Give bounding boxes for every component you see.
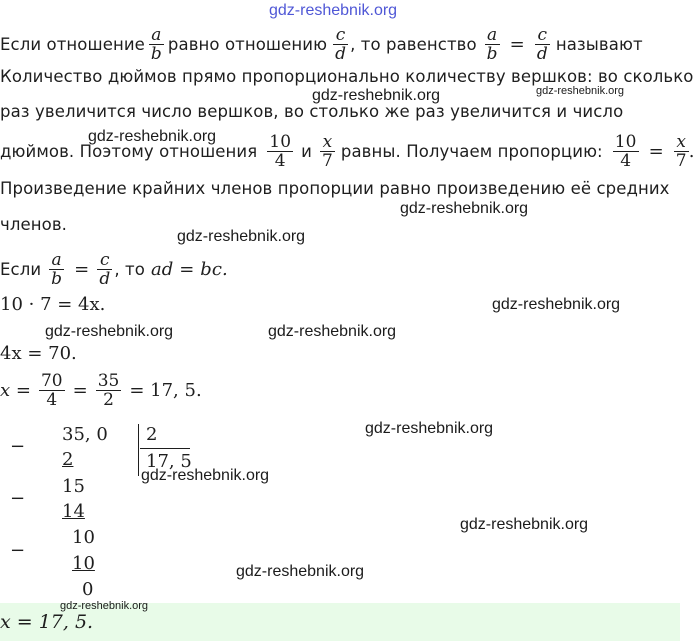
final-answer: x = 17, 5. (0, 611, 94, 633)
watermark: gdz-reshebnik.org (177, 228, 306, 245)
fraction-a-b (49, 251, 64, 288)
equation-rhs: = 17, 5. (129, 379, 202, 401)
proportion-line (0, 126, 695, 176)
product-rule: ad = bc. (150, 258, 228, 280)
text-fragment: дюймов. Поэтому отношения (0, 141, 258, 161)
numerator: a (151, 24, 162, 45)
remainder: 15 (62, 476, 85, 497)
watermark: gdz-reshebnik.org (269, 2, 398, 19)
division-bracket (138, 424, 139, 476)
fraction-10-4 (267, 133, 293, 170)
paragraph-line: Произведение крайних членов пропорции равно произведению её средних (0, 179, 670, 198)
paragraph-line: раз увеличится число вершков, во столько же раз увеличится и число (0, 102, 624, 121)
subtrahend: 10 (72, 553, 95, 574)
numerator: c (335, 24, 346, 45)
equals-sign: = (74, 258, 90, 280)
denominator: 7 (675, 150, 687, 171)
numerator: 70 (40, 370, 63, 391)
paragraph-line: Количество дюймов прямо пропорционально количеству вершков: во сколько (0, 67, 694, 86)
denominator: b (150, 43, 162, 64)
equals-sign: = (72, 379, 88, 401)
denominator: 4 (46, 389, 58, 410)
subtrahend: 2 (62, 449, 74, 470)
numerator: c (537, 24, 548, 45)
text-fragment: называют (555, 34, 643, 54)
fraction-c-d (333, 26, 348, 63)
denominator: b (486, 43, 498, 64)
numerator: a (51, 249, 62, 270)
watermark: gdz-reshebnik.org (141, 467, 270, 484)
numerator: x (322, 131, 333, 152)
denominator: 7 (321, 150, 333, 171)
watermark: gdz-reshebnik.org (312, 87, 441, 104)
dividend: 35, 0 (62, 424, 108, 445)
minus-sign: − (10, 488, 26, 509)
fraction-a-b (149, 26, 164, 63)
text-fragment: , то (114, 259, 145, 279)
denominator: 4 (274, 150, 286, 171)
watermark: gdz-reshebnik.org (268, 323, 397, 340)
remainder: 0 (82, 579, 94, 600)
fraction-c-d (535, 26, 550, 63)
equation-lhs: x = (0, 379, 31, 401)
text-fragment: и (301, 141, 312, 161)
denominator: 2 (103, 389, 114, 410)
fraction-x-7 (320, 133, 335, 170)
watermark: gdz-reshebnik.org (365, 420, 494, 437)
divisor: 2 (146, 424, 158, 445)
period: . (688, 140, 695, 162)
denominator: d (536, 43, 548, 64)
denominator: d (99, 268, 111, 289)
watermark: gdz-reshebnik.org (492, 296, 621, 313)
watermark: gdz-reshebnik.org (88, 128, 217, 145)
minus-sign: − (10, 436, 26, 457)
paragraph-line: членов. (0, 215, 67, 234)
equals-sign: = (648, 140, 664, 162)
numerator: 10 (269, 131, 292, 152)
fraction-10-4 (613, 133, 639, 170)
watermark: gdz-reshebnik.org (400, 200, 529, 217)
property-line (0, 244, 228, 294)
denominator: d (335, 43, 347, 64)
fraction-x-7 (674, 133, 689, 170)
text-fragment: Если отношение (0, 34, 145, 54)
equation-step: 10 · 7 = 4x. (0, 294, 106, 315)
quotient-line (140, 448, 190, 449)
remainder: 10 (72, 527, 95, 548)
denominator: b (51, 268, 63, 289)
numerator: x (676, 131, 687, 152)
numerator: 35 (97, 370, 120, 391)
quotient: 17, 5 (146, 451, 192, 472)
watermark: gdz-reshebnik.org (45, 323, 174, 340)
text-fragment: , то равенство (350, 34, 477, 54)
watermark: gdz-reshebnik.org (236, 563, 365, 580)
equals-sign: = (509, 33, 525, 55)
fraction-c-d (97, 251, 112, 288)
division-equation (0, 364, 202, 416)
watermark: gdz-reshebnik.org (536, 85, 625, 97)
definition-line (0, 20, 643, 68)
fraction-a-b (485, 26, 500, 63)
text-fragment: равны. Получаем пропорцию: (340, 141, 603, 161)
equation-step: 4x = 70. (0, 343, 77, 364)
numerator: 10 (614, 131, 637, 152)
fraction-35-2 (96, 372, 122, 409)
fraction-70-4 (39, 372, 65, 409)
minus-sign: − (10, 540, 26, 561)
watermark: gdz-reshebnik.org (460, 516, 589, 533)
watermark: gdz-reshebnik.org (60, 600, 149, 612)
numerator: c (100, 249, 110, 270)
text-fragment: Если (0, 259, 42, 279)
numerator: a (487, 24, 498, 45)
denominator: 4 (620, 150, 632, 171)
subtrahend: 14 (62, 501, 85, 522)
text-fragment: равно отношению (167, 34, 328, 54)
